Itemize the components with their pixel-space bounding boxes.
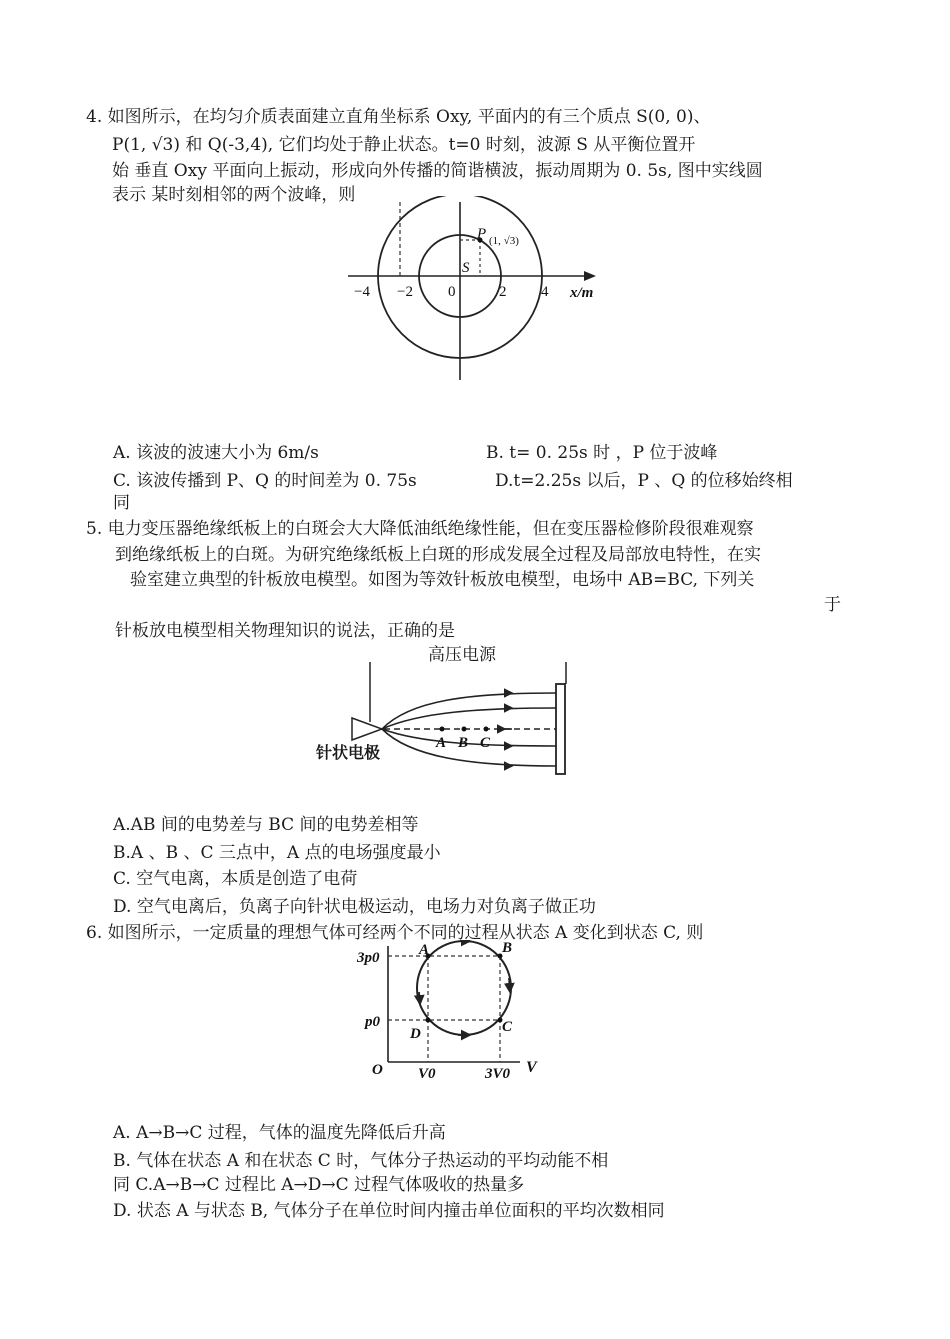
q6-option-a: A. A→B→C 过程，气体的温度先降低后升高 — [113, 1123, 446, 1143]
q4-line-1: 4. 如图所示，在均匀介质表面建立直角坐标系 Oxy, 平面内的有三个质点 S(0, 0)、 — [86, 107, 711, 127]
q5-electrode-label: 针状电极 — [316, 743, 381, 762]
q6-state-b: B — [502, 940, 513, 956]
q4-wave-figure — [340, 196, 610, 386]
q6-option-b: B. 气体在状态 A 和在状态 C 时，气体分子热运动的平均动能不相 — [113, 1151, 609, 1171]
q4-tick-2: 2 — [499, 284, 507, 300]
q6-xtick-3v0: 3V0 — [485, 1066, 511, 1082]
q6-state-d: D — [410, 1026, 421, 1042]
q4-tick-4: 4 — [541, 284, 549, 300]
q5-option-d: D. 空气电离后，负离子向针状电极运动，电场力对负离子做正功 — [113, 897, 596, 917]
q6-state-c: C — [502, 1019, 513, 1035]
q4-line-3: 始 垂直 Oxy 平面向上振动，形成向外传播的简谐横波，振动周期为 0. 5s, 图中实线圆 — [112, 161, 763, 181]
q4-tick-0: 0 — [448, 284, 456, 300]
q4-tick-neg2: −2 — [397, 284, 413, 300]
q4-line-2: P(1, √3) 和 Q(-3,4), 它们均处于静止状态。t=0 时刻，波源 S 从平衡位置开 — [112, 135, 696, 155]
q4-option-b: B. t= 0. 25s 时 ，P 位于波峰 — [486, 443, 718, 463]
q6-option-d: D. 状态 A 与状态 B, 气体分子在单位时间内撞击单位面积的平均次数相同 — [113, 1201, 665, 1221]
q6-option-b-cont: 同 C.A→B→C 过程比 A→D→C 过程气体吸收的热量多 — [113, 1175, 525, 1195]
q4-option-d: D.t=2.25s 以后，P 、Q 的位移始终相 — [495, 471, 793, 491]
q4-line-4: 表示 某时刻相邻的两个波峰，则 — [112, 185, 356, 205]
q5-option-b: B.A 、B 、C 三点中，A 点的电场强度最小 — [113, 843, 441, 863]
q4-option-d-cont: 同 — [113, 493, 130, 513]
q4-option-a: A. 该波的波速大小为 6m/s — [113, 443, 319, 463]
q6-xtick-v0: V0 — [418, 1066, 436, 1082]
q5-power-label: 高压电源 — [428, 645, 496, 665]
q5-point-b: B — [458, 735, 469, 751]
q5-option-a: A.AB 间的电势差与 BC 间的电势差相等 — [113, 815, 419, 835]
q5-line-3: 验室建立典型的针板放电模型。如图为等效针板放电模型，电场中 AB=BC, 下列关 — [130, 570, 755, 590]
q4-source-label: S — [462, 260, 470, 276]
q6-line-1: 6. 如图所示，一定质量的理想气体可经两个不同的过程从状态 A 变化到状态 C, 则 — [86, 923, 704, 943]
q6-origin: O — [372, 1062, 383, 1078]
q6-state-a: A — [419, 942, 430, 958]
q4-tick-neg4: −4 — [354, 284, 370, 300]
q4-axis-label: x/m — [570, 285, 594, 301]
q6-x-axis: V — [526, 1059, 537, 1076]
q5-line-3-cont: 于 — [824, 595, 841, 615]
q4-point-coords: (1, √3) — [489, 235, 519, 247]
q4-option-c: C. 该波传播到 P、Q 的时间差为 0. 75s — [113, 471, 417, 491]
q6-pv-figure — [350, 940, 550, 1082]
q5-option-c: C. 空气电离，本质是创造了电荷 — [113, 869, 358, 889]
q5-line-1: 5. 电力变压器绝缘纸板上的白斑会大大降低油纸绝缘性能，但在变压器检修阶段很难观察 — [86, 519, 754, 539]
q5-line-4: 针板放电模型相关物理知识的说法，正确的是 — [115, 621, 455, 641]
q4-point-label: P — [477, 226, 487, 242]
q5-point-a: A — [436, 735, 447, 751]
q5-point-c: C — [480, 735, 491, 751]
q6-ytick-3p0: 3p0 — [357, 950, 380, 966]
q5-line-2: 到绝缘纸板上的白斑。为研究绝缘纸板上白斑的形成发展全过程及局部放电特性，在实 — [115, 545, 761, 565]
q6-ytick-p0: p0 — [365, 1014, 380, 1030]
